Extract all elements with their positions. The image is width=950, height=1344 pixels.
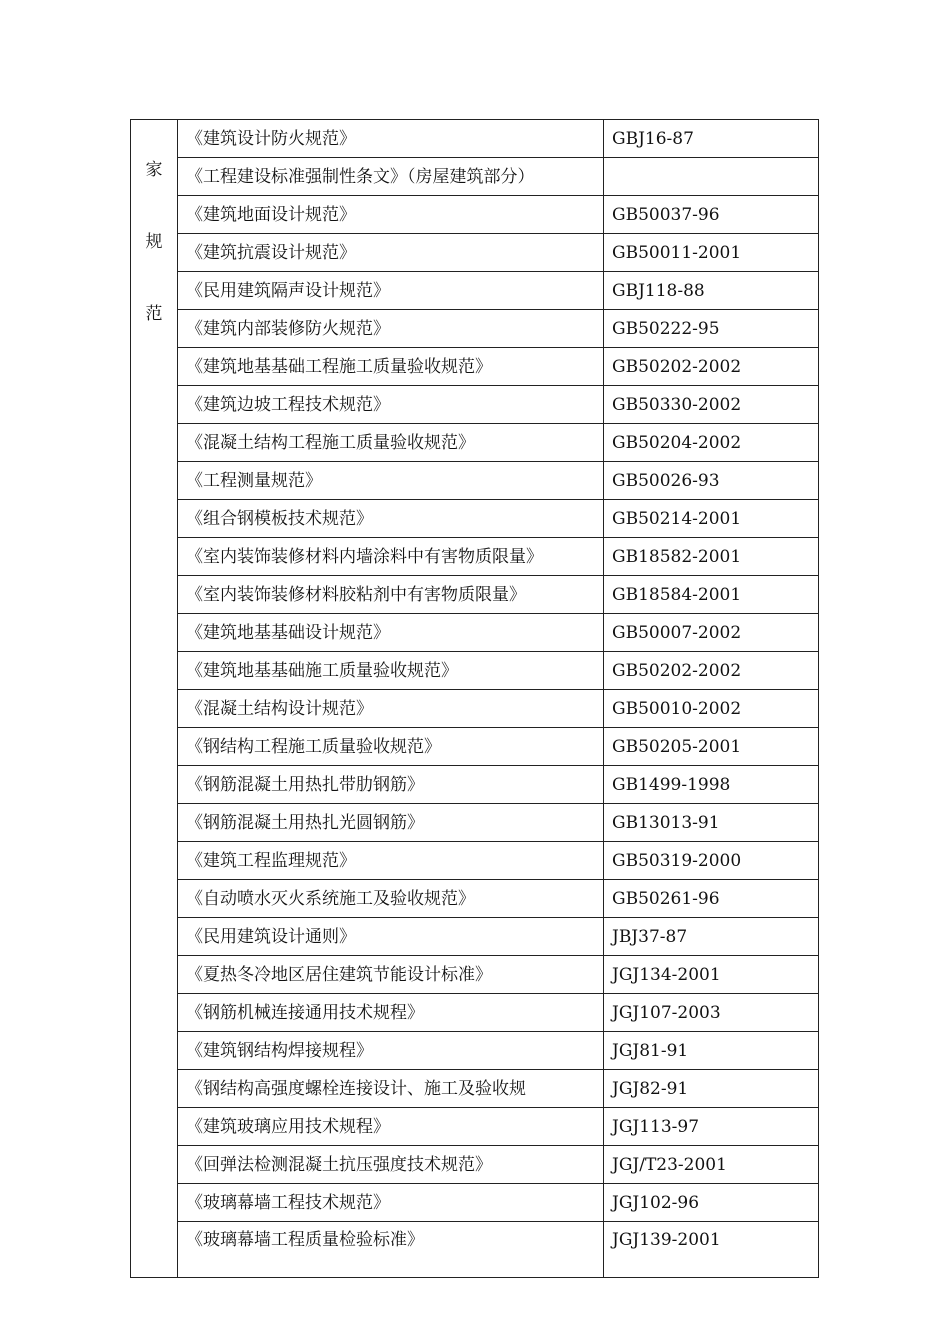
table-row bbox=[131, 728, 819, 766]
table-row bbox=[131, 956, 819, 994]
standard-name-cell: 《建筑钢结构焊接规程》 bbox=[178, 1032, 604, 1070]
standard-name-cell: 《钢筋混凝土用热扎带肋钢筋》 bbox=[178, 766, 604, 804]
standard-name-cell: 《自动喷水灭火系统施工及验收规范》 bbox=[178, 880, 604, 918]
standard-name-cell: 《钢筋机械连接通用技术规程》 bbox=[178, 994, 604, 1032]
table-row bbox=[131, 386, 819, 424]
standard-code-cell: GB13013-91 bbox=[604, 804, 819, 842]
category-label-char: 家 bbox=[145, 160, 163, 180]
standard-name-cell: 《建筑抗震设计规范》 bbox=[178, 234, 604, 272]
table-row bbox=[131, 766, 819, 804]
standard-code-cell: JGJ81-91 bbox=[604, 1032, 819, 1070]
table-row bbox=[131, 842, 819, 880]
table-row bbox=[131, 614, 819, 652]
standard-code-cell bbox=[604, 158, 819, 196]
table-row bbox=[131, 234, 819, 272]
standard-code-cell: GB1499-1998 bbox=[604, 766, 819, 804]
standard-name-cell: 《建筑地面设计规范》 bbox=[178, 196, 604, 234]
standard-code-cell: GB18584-2001 bbox=[604, 576, 819, 614]
standard-name-cell: 《建筑设计防火规范》 bbox=[178, 120, 604, 158]
table-row bbox=[131, 424, 819, 462]
table-row bbox=[131, 462, 819, 500]
standard-code-cell: GB50222-95 bbox=[604, 310, 819, 348]
standard-name-cell: 《民用建筑设计通则》 bbox=[178, 918, 604, 956]
table-row bbox=[131, 576, 819, 614]
table-row bbox=[131, 1146, 819, 1184]
standards-table-body bbox=[131, 120, 819, 1278]
standard-name-cell: 《建筑地基基础工程施工质量验收规范》 bbox=[178, 348, 604, 386]
standard-name-cell: 《室内装饰装修材料内墙涂料中有害物质限量》 bbox=[178, 538, 604, 576]
standard-name-cell: 《玻璃幕墙工程技术规范》 bbox=[178, 1184, 604, 1222]
standard-name-cell: 《混凝土结构设计规范》 bbox=[178, 690, 604, 728]
standard-name-cell: 《混凝土结构工程施工质量验收规范》 bbox=[178, 424, 604, 462]
standard-code-cell: JGJ134-2001 bbox=[604, 956, 819, 994]
table-row bbox=[131, 804, 819, 842]
table-row bbox=[131, 1032, 819, 1070]
standard-code-cell: GBJ16-87 bbox=[604, 120, 819, 158]
table-row bbox=[131, 1222, 819, 1278]
table-row bbox=[131, 120, 819, 158]
standard-name-cell: 《玻璃幕墙工程质量检验标准》 bbox=[178, 1222, 604, 1278]
standard-name-cell: 《钢结构高强度螺栓连接设计、施工及验收规 bbox=[178, 1070, 604, 1108]
standard-name-cell: 《建筑地基基础施工质量验收规范》 bbox=[178, 652, 604, 690]
standard-code-cell: JBJ37-87 bbox=[604, 918, 819, 956]
standard-code-cell: GB50202-2002 bbox=[604, 348, 819, 386]
category-label-char: 规 bbox=[145, 232, 163, 252]
category-cell bbox=[131, 120, 178, 1278]
standard-code-cell: GB50011-2001 bbox=[604, 234, 819, 272]
standard-name-cell: 《建筑地基基础设计规范》 bbox=[178, 614, 604, 652]
standard-name-cell: 《建筑边坡工程技术规范》 bbox=[178, 386, 604, 424]
standard-code-cell: JGJ82-91 bbox=[604, 1070, 819, 1108]
standard-name-cell: 《建筑工程监理规范》 bbox=[178, 842, 604, 880]
standard-code-cell: JGJ/T23-2001 bbox=[604, 1146, 819, 1184]
standard-code-cell: GB50319-2000 bbox=[604, 842, 819, 880]
standard-name-cell: 《工程测量规范》 bbox=[178, 462, 604, 500]
standard-name-cell: 《室内装饰装修材料胶粘剂中有害物质限量》 bbox=[178, 576, 604, 614]
table-row bbox=[131, 880, 819, 918]
standard-code-cell: GB50037-96 bbox=[604, 196, 819, 234]
standard-code-cell: GBJ118-88 bbox=[604, 272, 819, 310]
standard-code-cell: GB50205-2001 bbox=[604, 728, 819, 766]
standard-code-cell: GB50010-2002 bbox=[604, 690, 819, 728]
standard-code-cell: GB18582-2001 bbox=[604, 538, 819, 576]
standard-name-cell: 《回弹法检测混凝土抗压强度技术规范》 bbox=[178, 1146, 604, 1184]
standard-name-cell: 《钢结构工程施工质量验收规范》 bbox=[178, 728, 604, 766]
table-row bbox=[131, 500, 819, 538]
table-row bbox=[131, 1108, 819, 1146]
table-row bbox=[131, 1070, 819, 1108]
standard-code-cell: GB50026-93 bbox=[604, 462, 819, 500]
table-row bbox=[131, 538, 819, 576]
table-row bbox=[131, 158, 819, 196]
table-row bbox=[131, 994, 819, 1032]
table-row bbox=[131, 918, 819, 956]
standard-code-cell: GB50202-2002 bbox=[604, 652, 819, 690]
standard-name-cell: 《建筑内部装修防火规范》 bbox=[178, 310, 604, 348]
table-row bbox=[131, 1184, 819, 1222]
standard-name-cell: 《钢筋混凝土用热扎光圆钢筋》 bbox=[178, 804, 604, 842]
standard-name-cell: 《夏热冬冷地区居住建筑节能设计标准》 bbox=[178, 956, 604, 994]
standard-name-cell: 《组合钢模板技术规范》 bbox=[178, 500, 604, 538]
standard-code-cell: GB50261-96 bbox=[604, 880, 819, 918]
standard-name-cell: 《民用建筑隔声设计规范》 bbox=[178, 272, 604, 310]
standard-code-cell: JGJ113-97 bbox=[604, 1108, 819, 1146]
standard-code-cell: JGJ107-2003 bbox=[604, 994, 819, 1032]
table-row bbox=[131, 310, 819, 348]
standards-table bbox=[130, 119, 819, 1278]
table-row bbox=[131, 348, 819, 386]
table-row bbox=[131, 652, 819, 690]
standard-code-cell: JGJ139-2001 bbox=[604, 1222, 819, 1278]
standard-code-cell: GB50214-2001 bbox=[604, 500, 819, 538]
standard-code-cell: GB50330-2002 bbox=[604, 386, 819, 424]
standard-name-cell: 《建筑玻璃应用技术规程》 bbox=[178, 1108, 604, 1146]
standard-code-cell: JGJ102-96 bbox=[604, 1184, 819, 1222]
table-row bbox=[131, 272, 819, 310]
table-row bbox=[131, 196, 819, 234]
table-row bbox=[131, 690, 819, 728]
category-label-char: 范 bbox=[145, 304, 163, 324]
standard-code-cell: GB50204-2002 bbox=[604, 424, 819, 462]
standard-code-cell: GB50007-2002 bbox=[604, 614, 819, 652]
standard-name-cell: 《工程建设标准强制性条文》（房屋建筑部分） bbox=[178, 158, 604, 196]
